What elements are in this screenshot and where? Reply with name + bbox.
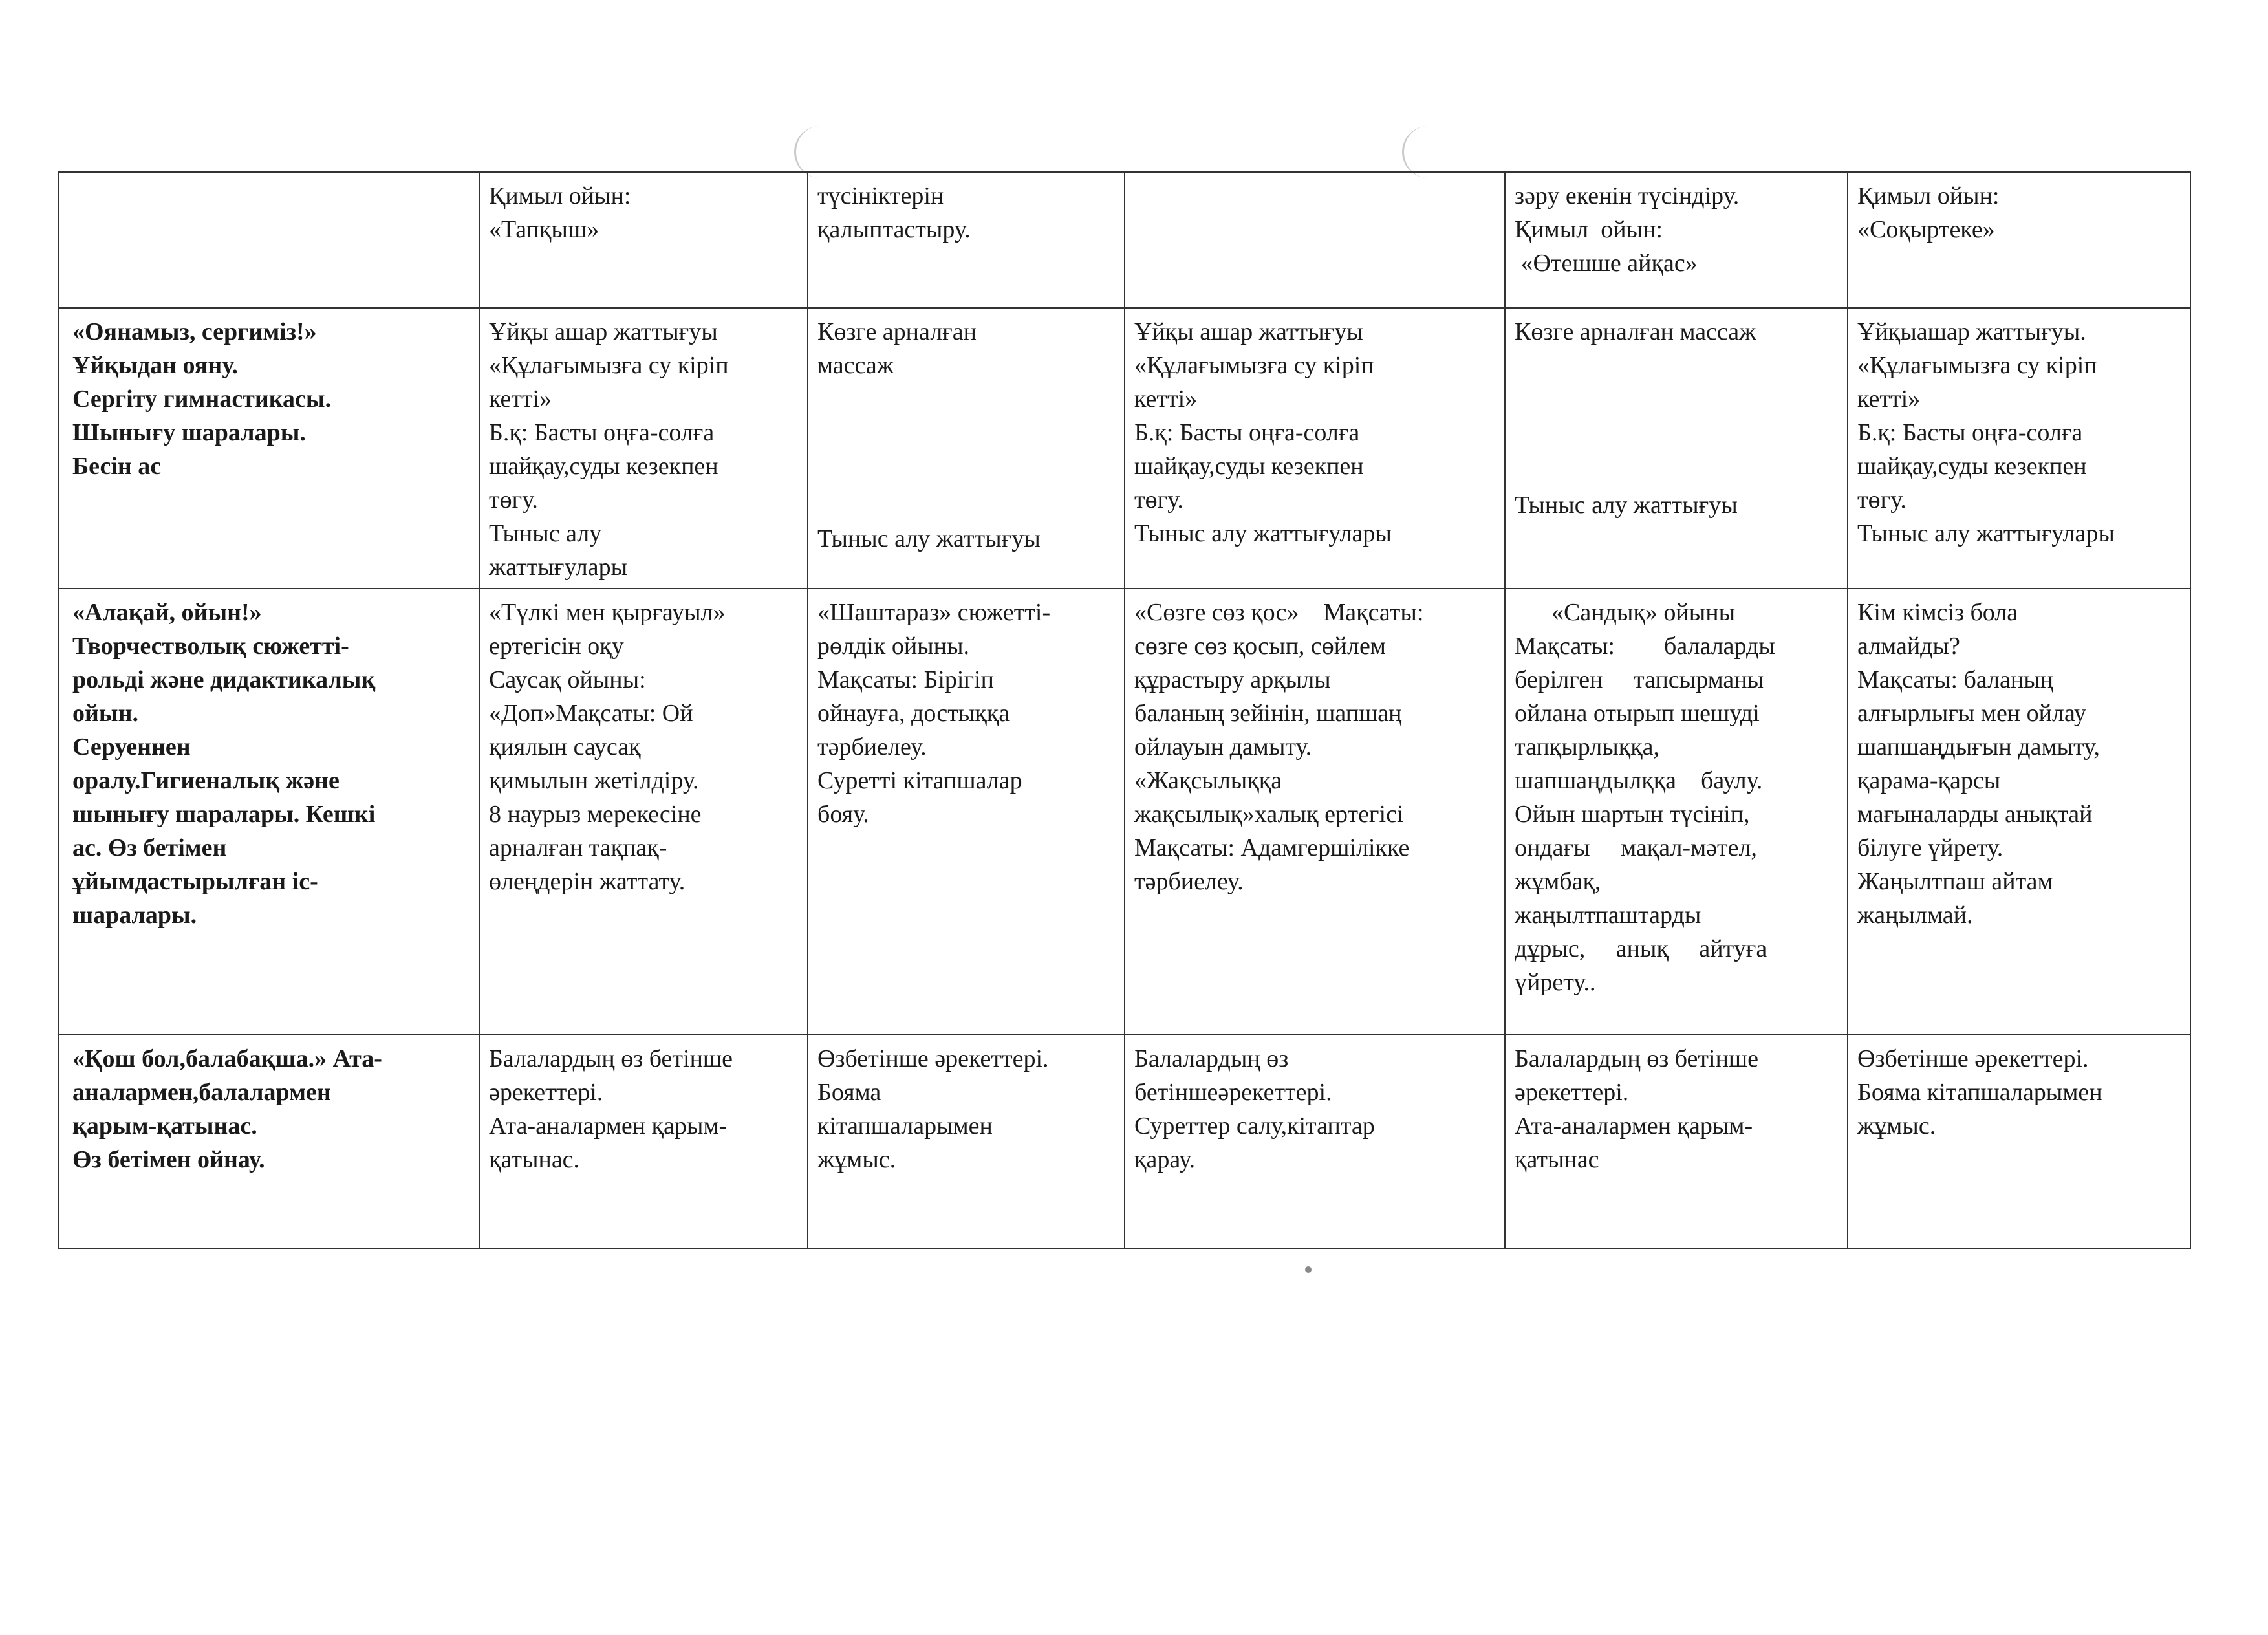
cell-text-line: жұмбақ, (1515, 868, 1601, 895)
cell-text-line: Кім кімсіз бола (1857, 599, 2018, 626)
cell-text-line: Тыныс алу жаттығуы (1515, 492, 1738, 519)
row-header-line: қарым-қатынас. (72, 1112, 257, 1140)
schedule-table-body (59, 172, 2190, 1248)
row-header-line: аналармен,балалармен (72, 1079, 331, 1106)
cell-text-line: «Шаштараз» сюжетті- (817, 599, 1051, 626)
cell-text-line: Жаңылтпаш айтам (1857, 868, 2053, 895)
cell-text-line: Саусақ ойыны: (489, 666, 646, 693)
cell-text-line: зәру екенін түсіндіру. (1515, 182, 1740, 210)
row-header-line: шаралары. (72, 902, 197, 929)
row-header-line: Бесін ас (72, 453, 162, 480)
cell-text-line: шайқау,суды кезекпен (489, 453, 718, 480)
scan-speck (1305, 1266, 1312, 1273)
cell-text-line: ойлауын дамыту. (1134, 733, 1312, 761)
row-header-line: «Оянамыз, сергиміз!» (72, 318, 317, 345)
cell-text-line: массаж (817, 352, 894, 379)
cell-text-line: Көзге арналған массаж (1515, 318, 1756, 345)
cell-text-line: «Құлағымызға су кіріп (1857, 352, 2097, 379)
cell-text-line: тәрбиелеу. (817, 733, 927, 761)
cell-text-line: Б.қ: Басты оңға-солға (1857, 419, 2083, 446)
cell-text-line: Тыныс алу жаттығулары (1134, 520, 1392, 547)
row-header-line: Сергіту гимнастикасы. (72, 385, 332, 413)
cell-text-line: «Құлағымызға су кіріп (489, 352, 729, 379)
cell-text-line: Ұйқыашар жаттығуы. (1857, 318, 2086, 345)
cell-text-line: жаттығулары (489, 554, 628, 581)
cell-text-line: Бояма (817, 1079, 881, 1106)
cell-text-line: Қимыл ойын: (1515, 216, 1663, 243)
cell-text-line: «Сөзге сөз қос» Мақсаты: (1134, 599, 1424, 626)
table-row (59, 1035, 2190, 1248)
cell-text-line: шайқау,суды кезекпен (1134, 453, 1364, 480)
cell-text-line: қатынас (1515, 1146, 1599, 1173)
cell-text-line: кетті» (1857, 385, 1921, 413)
cell-text-line: 8 наурыз мерекесіне (489, 801, 702, 828)
cell-text-line: Мақсаты: Адамгершілікке (1134, 834, 1410, 861)
cell-text-line: қатынас. (489, 1146, 580, 1173)
cell-text-line: қиялын саусақ (489, 733, 641, 761)
cell-text-line: Өзбетінше әрекеттері. (817, 1045, 1049, 1072)
table-cell (479, 1035, 808, 1248)
cell-text-line: Балалардың өз бетінше (489, 1045, 733, 1072)
row-header-line: Өз бетімен ойнау. (72, 1146, 265, 1173)
row-header-line: «Алақай, ойын!» (72, 599, 262, 626)
cell-text-line: «Түлкі мен қырғауыл» (489, 599, 726, 626)
cell-text-line: әрекеттері. (489, 1079, 603, 1106)
table-cell (1125, 308, 1505, 589)
cell-text-line: рөлдік ойыны. (817, 633, 970, 660)
cell-text-line: Балалардың өз бетінше (1515, 1045, 1759, 1072)
cell-text-line: тапқырлыққа, (1515, 733, 1660, 761)
table-cell (1848, 172, 2190, 308)
cell-text-line: алмайды? (1857, 633, 1960, 660)
cell-spacer (817, 382, 1115, 452)
row-header-line: Серуеннен (72, 733, 191, 761)
cell-spacer (1515, 418, 1838, 488)
cell-text-line: «Соқыртеке» (1857, 216, 1995, 243)
table-cell (808, 1035, 1125, 1248)
cell-text-line: төгу. (1857, 486, 1906, 514)
table-cell (1125, 1035, 1505, 1248)
cell-text-line: дұрыс, анық айтуға (1515, 935, 1767, 962)
cell-text-line: өлеңдерін жаттату. (489, 868, 686, 895)
cell-text-line: шапшаңдығын дамыту, (1857, 733, 2100, 761)
row-header-line: Творчестволық сюжетті- (72, 633, 349, 660)
row-header-line: оралу.Гигиеналық және (72, 767, 340, 794)
table-row (59, 308, 2190, 589)
cell-text-line: бояу. (817, 801, 869, 828)
table-cell (1125, 172, 1505, 308)
cell-text-line: жаңылмай. (1857, 902, 1973, 929)
cell-text-line: алғырлығы мен ойлау (1857, 700, 2086, 727)
row-header-cell (59, 1035, 479, 1248)
table-row (59, 172, 2190, 308)
row-header-cell (59, 172, 479, 308)
cell-text-line: қарау. (1134, 1146, 1195, 1173)
cell-text-line: арналған тақпақ- (489, 834, 667, 861)
cell-text-line: жұмыс. (817, 1146, 896, 1173)
punch-hole-mark (1402, 126, 1430, 178)
table-row (59, 589, 2190, 1035)
cell-text-line: Ата-аналармен қарым- (489, 1112, 728, 1140)
table-cell (1505, 308, 1848, 589)
cell-text-line: Ата-аналармен қарым- (1515, 1112, 1753, 1140)
cell-text-line: Мақсаты: баланың (1857, 666, 2054, 693)
cell-text-line: Ойын шартын түсініп, (1515, 801, 1750, 828)
cell-text-line: Тыныс алу жаттығуы (817, 525, 1041, 552)
cell-text-line: «Жақсылыққа (1134, 767, 1282, 794)
cell-text-line: білуге үйрету. (1857, 834, 2003, 861)
cell-text-line: үйрету.. (1515, 969, 1596, 996)
table-cell (1125, 589, 1505, 1035)
cell-text-line: қимылын жетілдіру. (489, 767, 699, 794)
cell-text-line: Қимыл ойын: (1857, 182, 2000, 210)
schedule-table (58, 171, 2191, 1249)
cell-text-line: Суретті кітапшалар (817, 767, 1022, 794)
cell-text-line: ойлана отырып шешуді (1515, 700, 1760, 727)
cell-text-line: Тыныс алу (489, 520, 602, 547)
table-cell (1505, 1035, 1848, 1248)
row-header-cell (59, 308, 479, 589)
cell-text-line: ойнауға, достыққа (817, 700, 1010, 727)
row-header-line: ұйымдастырылған іс- (72, 868, 318, 895)
cell-text-line: «Құлағымызға су кіріп (1134, 352, 1374, 379)
cell-text-line: қарама-қарсы (1857, 767, 2001, 794)
cell-text-line: жақсылық»халық ертегісі (1134, 801, 1404, 828)
cell-text-line: Мақсаты: Бірігіп (817, 666, 994, 693)
table-cell (808, 589, 1125, 1035)
table-cell (479, 308, 808, 589)
cell-text-line: Көзге арналған (817, 318, 977, 345)
row-header-line: рольді және дидактикалық (72, 666, 376, 693)
cell-text-line: Суреттер салу,кітаптар (1134, 1112, 1375, 1140)
cell-spacer (1515, 349, 1838, 418)
cell-text-line: құрастыру арқылы (1134, 666, 1331, 693)
cell-text-line: Өзбетінше әрекеттері. (1857, 1045, 2089, 1072)
cell-text-line: жаңылтпаштарды (1515, 902, 1701, 929)
cell-text-line: Тыныс алу жаттығулары (1857, 520, 2115, 547)
cell-text-line: Б.қ: Басты оңға-солға (1134, 419, 1360, 446)
cell-text-line: бетіншеәрекеттері. (1134, 1079, 1332, 1106)
cell-text-line: Мақсаты: балаларды (1515, 633, 1775, 660)
cell-text-line: берілген тапсырманы (1515, 666, 1764, 693)
cell-text-line: «Өтешше айқас» (1515, 250, 1698, 277)
table-cell (808, 308, 1125, 589)
cell-text-line: шапшаңдылққа баулу. (1515, 767, 1763, 794)
cell-text-line: Балалардың өз (1134, 1045, 1289, 1072)
table-cell (1848, 308, 2190, 589)
row-header-line: ойын. (72, 700, 138, 727)
table-cell (1848, 589, 2190, 1035)
cell-text-line: «Тапқыш» (489, 216, 599, 243)
cell-text-line: Ұйқы ашар жаттығуы (489, 318, 718, 345)
table-cell (1505, 589, 1848, 1035)
cell-text-line: баланың зейінін, шапшаң (1134, 700, 1402, 727)
table-cell (1848, 1035, 2190, 1248)
cell-text-line: Бояма кітапшаларымен (1857, 1079, 2102, 1106)
cell-text-line: ондағы мақал-мәтел, (1515, 834, 1757, 861)
cell-text-line: кетті» (1134, 385, 1198, 413)
table-cell (479, 589, 808, 1035)
punch-hole-mark (794, 126, 822, 178)
row-header-cell (59, 589, 479, 1035)
cell-text-line: «Сандық» ойыны (1515, 599, 1736, 626)
row-header-line: «Қош бол,балабақша.» Ата- (72, 1045, 382, 1072)
row-header-line: шынығу шаралары. Кешкі (72, 801, 376, 828)
row-header-line: Ұйқыдан ояну. (72, 352, 238, 379)
cell-text-line: шайқау,суды кезекпен (1857, 453, 2087, 480)
cell-text-line: Б.қ: Басты оңға-солға (489, 419, 715, 446)
cell-text-line: «Доп»Мақсаты: Ой (489, 700, 693, 727)
table-cell (479, 172, 808, 308)
row-header-line: ас. Өз бетімен (72, 834, 227, 861)
cell-text-line: Ұйқы ашар жаттығуы (1134, 318, 1363, 345)
cell-text-line: кетті» (489, 385, 552, 413)
cell-text-line: кітапшаларымен (817, 1112, 993, 1140)
cell-text-line: төгу. (1134, 486, 1183, 514)
cell-text-line: төгу. (489, 486, 538, 514)
cell-text-line: тәрбиелеу. (1134, 868, 1244, 895)
cell-spacer (817, 452, 1115, 522)
cell-text-line: түсініктерін (817, 182, 944, 210)
row-header-line: Шынығу шаралары. (72, 419, 306, 446)
cell-text-line: мағыналарды анықтай (1857, 801, 2093, 828)
table-cell (808, 172, 1125, 308)
table-cell (1505, 172, 1848, 308)
cell-text-line: ертегісін оқу (489, 633, 624, 660)
cell-text-line: Қимыл ойын: (489, 182, 631, 210)
cell-text-line: әрекеттері. (1515, 1079, 1629, 1106)
cell-text-line: сөзге сөз қосып, сөйлем (1134, 633, 1386, 660)
cell-text-line: жұмыс. (1857, 1112, 1936, 1140)
cell-text-line: қалыптастыру. (817, 216, 971, 243)
